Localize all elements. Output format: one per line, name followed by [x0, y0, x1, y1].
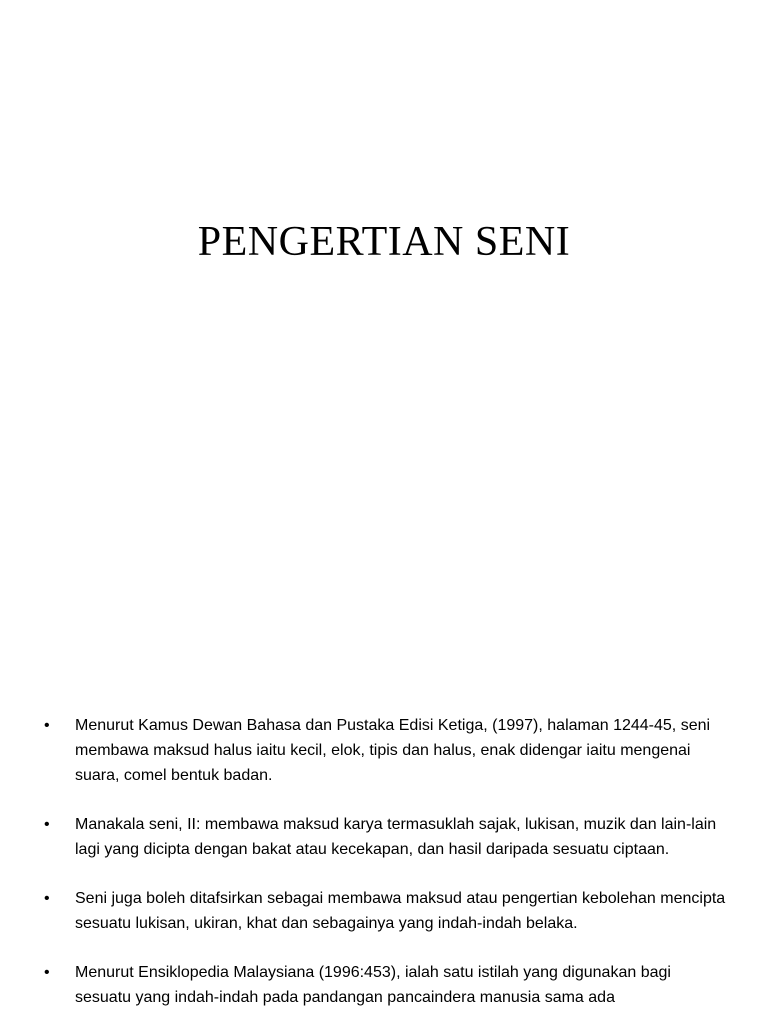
- bullet-icon: •: [44, 717, 50, 734]
- bullet-list: [0, 713, 768, 1024]
- bullet-icon: •: [44, 816, 50, 833]
- list-item: [0, 886, 768, 936]
- bullet-text: Menurut Ensiklopedia Malaysiana (1996:453), ialah satu istilah yang digunakan bagi sesuatu yang indah-indah pada pandangan pancaindera manusia sama ada: [75, 964, 671, 1006]
- list-item: [0, 812, 768, 862]
- bullet-text: Menurut Kamus Dewan Bahasa dan Pustaka Edisi Ketiga, (1997), halaman 1244-45, seni membawa maksud halus iaitu kecil, elok, tipis dan halus, enak didengar iaitu mengenai suara, comel bentuk badan.: [75, 717, 711, 784]
- bullet-icon: •: [44, 964, 50, 981]
- bullet-text: Manakala seni, II: membawa maksud karya termasuklah sajak, lukisan, muzik dan lain-lain lagi yang dicipta dengan bakat atau kecekapan, dan hasil daripada sesuatu ciptaan.: [75, 816, 717, 858]
- slide-title: PENGERTIAN SENI: [197, 219, 571, 265]
- bullet-text: Seni juga boleh ditafsirkan sebagai membawa maksud atau pengertian kebolehan mencipta sesuatu lukisan, ukiran, khat dan sebagainya yang indah-indah belaka.: [75, 890, 726, 932]
- bullet-icon: •: [44, 890, 50, 907]
- list-item: [0, 960, 768, 1010]
- list-item: [0, 713, 768, 788]
